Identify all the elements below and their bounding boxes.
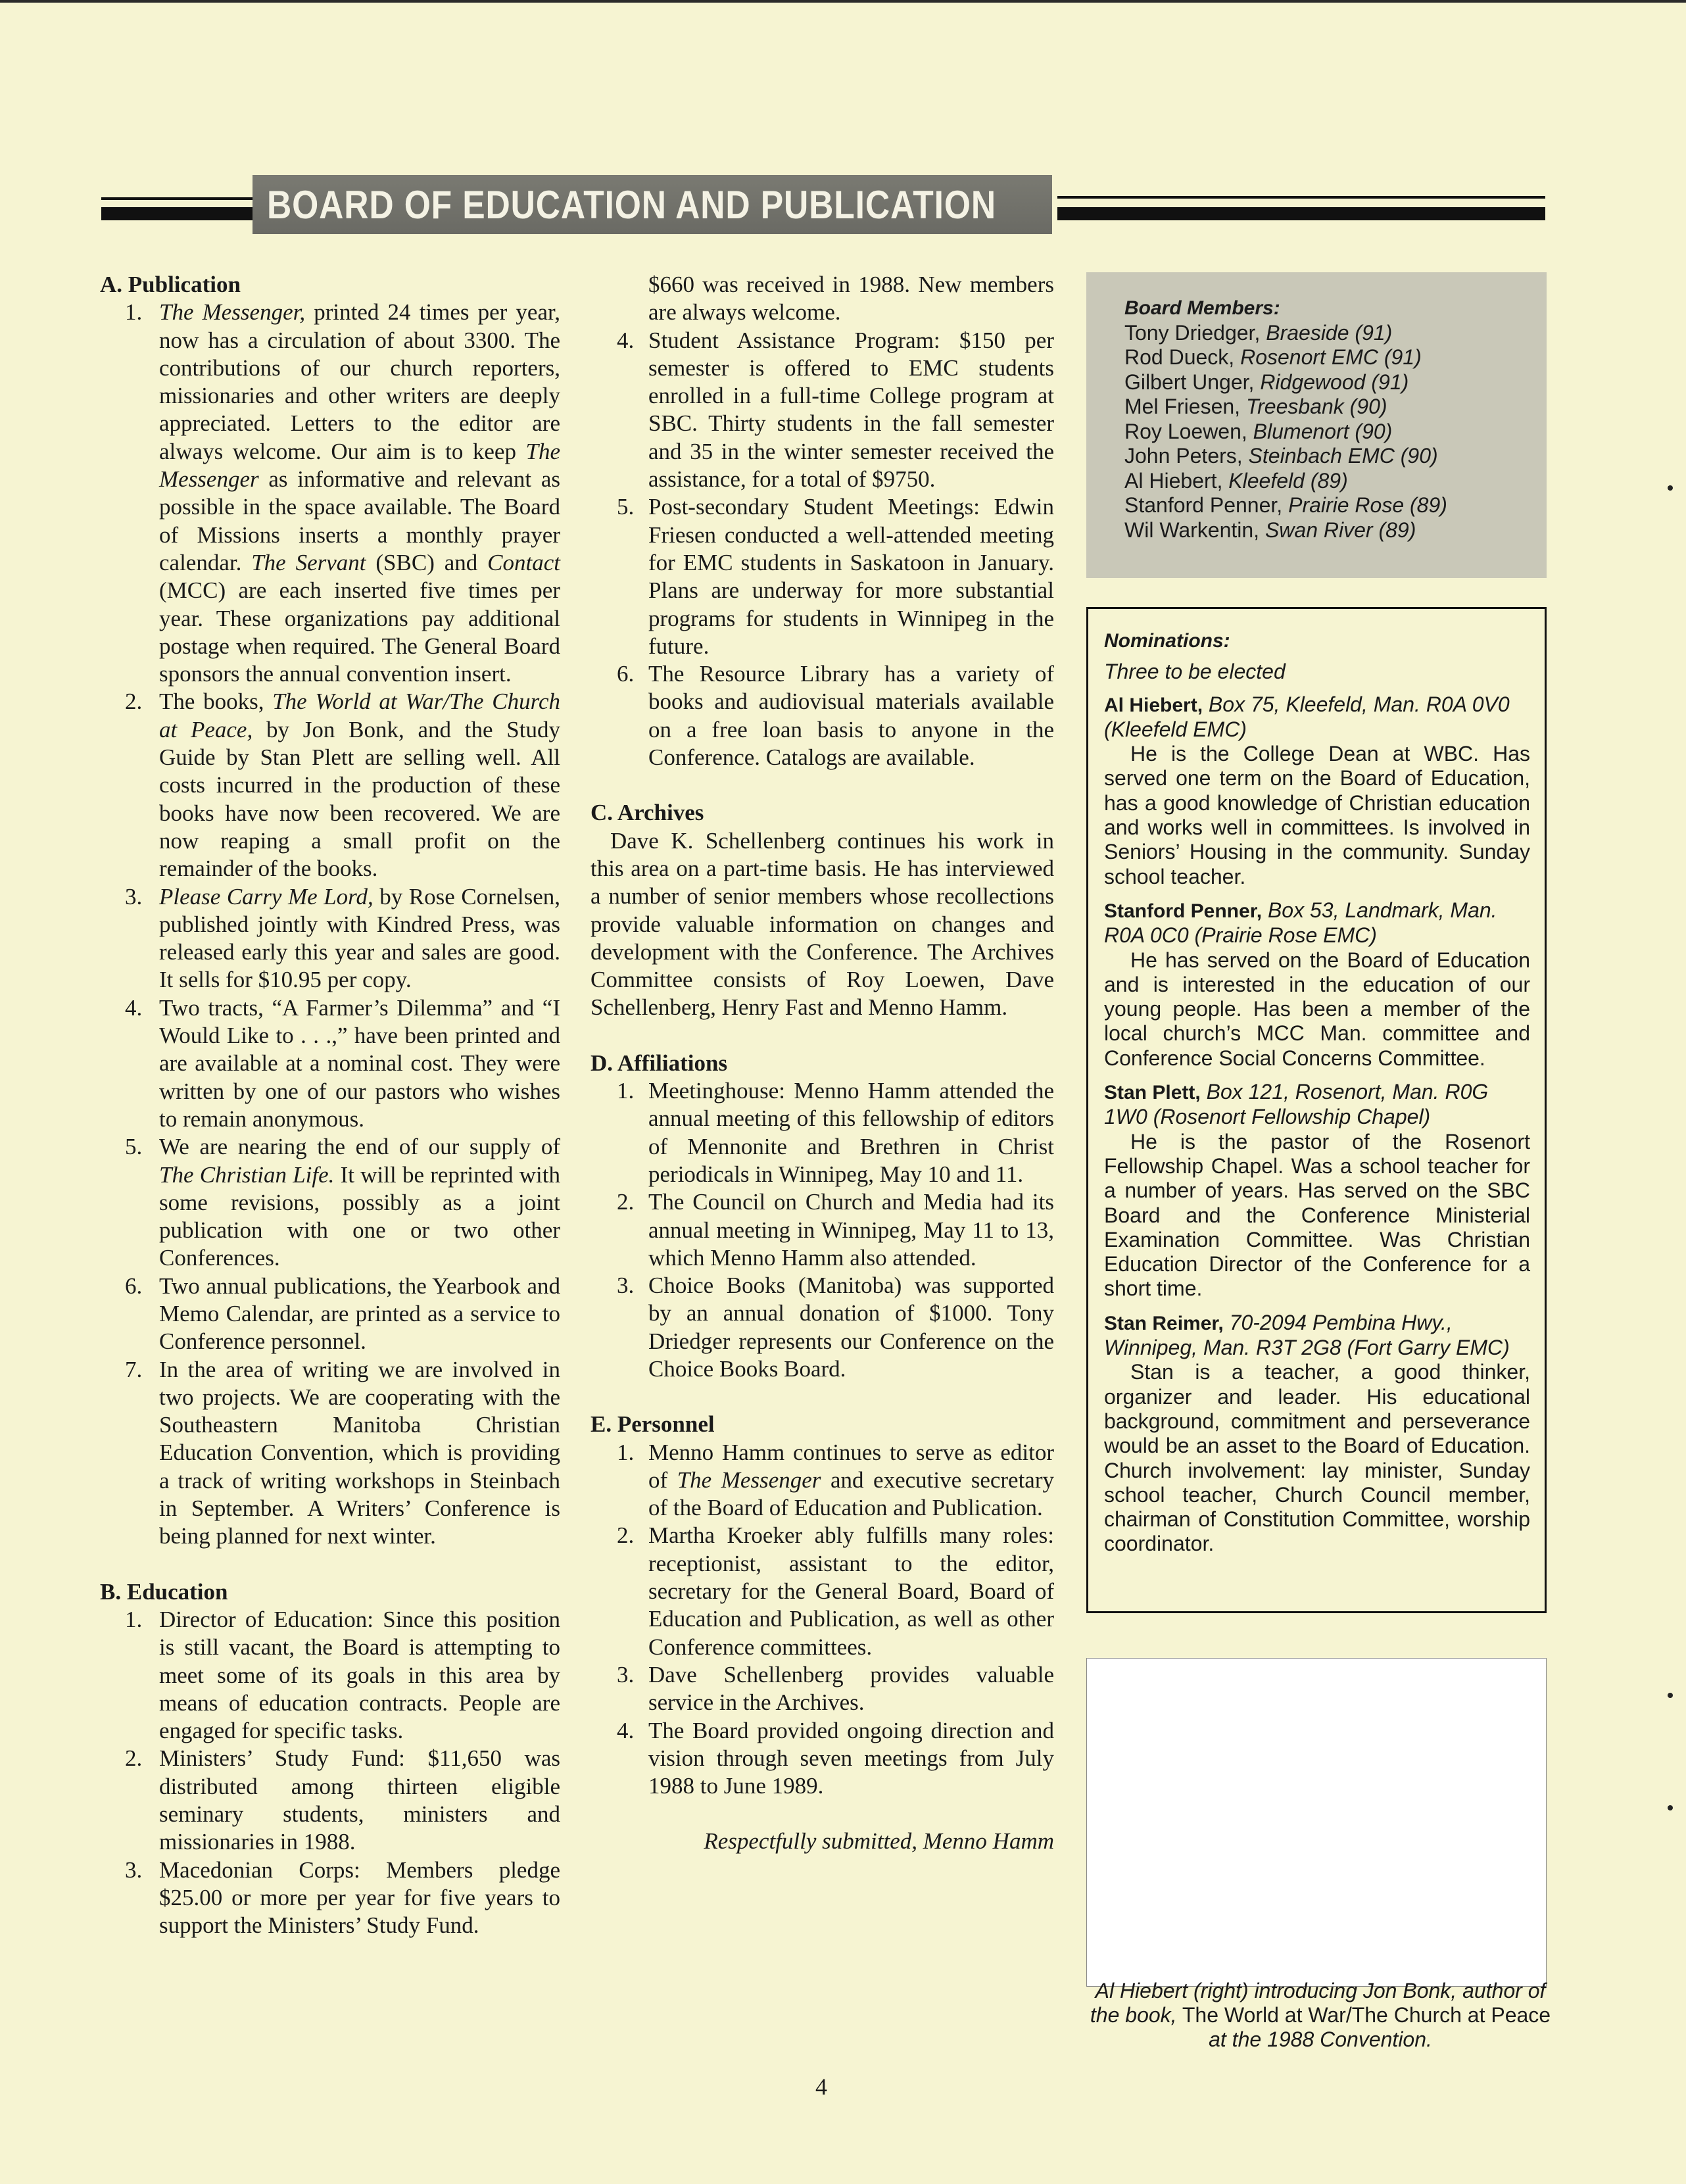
- list-item: 2. Martha Kroeker ably fulfills many roles: receptionist, assistant to the editor, secretary for the General Board, Board of Education and Publication, as well as other Conference committees.: [617, 1522, 1054, 1660]
- nominations-heading: Nominations:: [1104, 630, 1230, 652]
- list-item: 3. Macedonian Corps: Members pledge $25.00 or more per year for five years to support the Ministers’ Study Fund.: [125, 1856, 560, 1939]
- member-row: Tony Driedger, Braeside (91): [1124, 320, 1393, 345]
- list-item: 4. Student Assistance Program: $150 per semester is offered to EMC students enrolled in a full-time College program at SBC. Thirty students in the fall semester and 35 in the winter semester received the assistance, for a total of $9750.: [617, 327, 1054, 493]
- member-row: John Peters, Steinbach EMC (90): [1124, 444, 1438, 468]
- photo-caption: Al Hiebert (right) introducing Jon Bonk, author of the book, The World at War/The Church at Peace at the 1988 Convention.: [1090, 1979, 1551, 2051]
- list-item: 4. Two tracts, “A Farmer’s Dilemma” and “I Would Like to . . .,” have been printed and are available at a nominal cost. They were written by one of our pastors who wishes to remain anonymous.: [125, 994, 560, 1132]
- signature: Respectfully submitted, Menno Hamm: [704, 1828, 1054, 1855]
- candidate: Stan Reimer, 70-2094 Pembina Hwy., Winnipeg, Man. R3T 2G8 (Fort Garry EMC) Stan is a teacher, a good thinker, organizer and leader. His educational background, commitment and perseverance would be an asset to the Board of Education. Church involvement: lay minister, Sunday school teacher, Church Council member, chairman of Constitution Committee, worship coordinator.: [1104, 1310, 1530, 1556]
- education-list: [100, 1606, 560, 1940]
- list-item: 4. The Board provided ongoing direction and vision through seven meetings from July 1988 to June 1989.: [617, 1717, 1054, 1799]
- nominations-subheading: Three to be elected: [1104, 660, 1286, 684]
- member-row: Rod Dueck, Rosenort EMC (91): [1124, 345, 1422, 369]
- header-rule-right-thin: [1057, 196, 1545, 199]
- photo: [1086, 1658, 1547, 1987]
- archives-text: Dave K. Schellenberg continues his work in this area on a part-time basis. He has interviewed a number of senior members whose recollections provide valuable information on changes and development with the Conference. The Archives Committee consists of Roy Loewen, Dave Schellenberg, Henry Fast and Menno Hamm.: [590, 827, 1054, 1021]
- education-heading: B. Education: [100, 1578, 228, 1605]
- member-row: Stanford Penner, Prairie Rose (89): [1124, 493, 1447, 517]
- margin-mark: [1668, 1805, 1673, 1810]
- education-list-continued: [590, 327, 1054, 772]
- list-item: 2. The Council on Church and Media had its annual meeting in Winnipeg, May 11 to 13, which Menno Hamm also attended.: [617, 1189, 1054, 1271]
- affiliations-list: [590, 1077, 1054, 1383]
- list-item: 1. The Messenger, printed 24 times per year, now has a circulation of about 3300. The contributions of our church reporters, missionaries and other writers are deeply appreciated. Letters to the editor are always welcome. Our aim is to keep The Messenger as informative and relevant as possible in the space available. The Board of Missions inserts a monthly prayer calendar. The Servant (SBC) and Contact (MCC) are each inserted five times per year. These organizations pay additional postage when required. The General Board sponsors the annual convention insert.: [125, 299, 560, 687]
- member-row: Gilbert Unger, Ridgewood (91): [1124, 370, 1409, 394]
- affiliations-heading: D. Affiliations: [590, 1050, 728, 1076]
- column-left: [100, 271, 560, 1940]
- board-members-heading: Board Members:: [1124, 297, 1280, 319]
- list-item: 3. Choice Books (Manitoba) was supported by an annual donation of $1000. Tony Driedger represents our Conference on the Choice Books Board.: [617, 1273, 1054, 1382]
- list-item: 6. The Resource Library has a variety of books and audiovisual materials available on a free loan basis to anyone in the Conference. Catalogs are available.: [617, 661, 1054, 771]
- column-middle: [590, 271, 1054, 1856]
- personnel-heading: E. Personnel: [590, 1411, 715, 1438]
- header-rule-left: [101, 207, 253, 220]
- page-title: BOARD OF EDUCATION AND PUBLICATION: [267, 182, 996, 227]
- publication-list: [100, 299, 560, 1550]
- member-row: Mel Friesen, Treesbank (90): [1124, 395, 1387, 418]
- list-item: 6. Two annual publications, the Yearbook and Memo Calendar, are printed as a service to Conference personnel.: [125, 1273, 560, 1355]
- header-rule-right: [1057, 207, 1545, 220]
- candidate: Stan Plett, Box 121, Rosenort, Man. R0G 1W0 (Rosenort Fellowship Chapel) He is the pastor of the Rosenort Fellowship Chapel. Was a school teacher for a number of years. Has served on the SBC Board and the Conference Ministerial Examination Committee. Was Christian Education Director of the Conference for a short time.: [1104, 1080, 1530, 1301]
- list-item: 5. We are nearing the end of our supply of The Christian Life. It will be reprinted with some revisions, possibly as a joint publication with one or two other Conferences.: [125, 1134, 560, 1271]
- board-members-box: [1086, 272, 1547, 578]
- publication-heading: A. Publication: [100, 272, 241, 297]
- list-item: 1. Meetinghouse: Menno Hamm attended the annual meeting of this fellowship of editors of Mennonite and Brethren in Christ periodicals in Winnipeg, May 10 and 11.: [617, 1078, 1054, 1187]
- margin-mark: [1668, 1693, 1673, 1698]
- header-rule-left-thin: [101, 197, 253, 200]
- list-item: 3. Please Carry Me Lord, by Rose Cornelsen, published jointly with Kindred Press, was released early this year and sales are good. It sells for $10.95 per copy.: [125, 883, 560, 993]
- list-item: 5. Post-secondary Student Meetings: Edwin Friesen conducted a well-attended meeting for EMC students in Saskatoon in January. Plans are underway for more substantial programs for students in Winnipeg in the future.: [617, 494, 1054, 659]
- margin-mark: [1668, 485, 1673, 491]
- nominations-box: [1086, 607, 1547, 1613]
- candidate: Al Hiebert, Box 75, Kleefeld, Man. R0A 0V0 (Kleefeld EMC) He is the College Dean at WBC. Has served one term on the Board of Education, has a good knowledge of Christian education and works well in committees. Is involved in Seniors’ Housing in the community. Sunday school teacher.: [1104, 692, 1530, 888]
- list-item: 2. Ministers’ Study Fund: $11,650 was distributed among thirteen eligible seminary students, ministers and missionaries in 1988.: [125, 1745, 560, 1855]
- top-edge-line: [0, 0, 1686, 3]
- list-item: 1. Menno Hamm continues to serve as editor of The Messenger and executive secretary of the Board of Education and Publication.: [617, 1439, 1054, 1521]
- candidate: Stanford Penner, Box 53, Landmark, Man. R0A 0C0 (Prairie Rose EMC) He has served on the Board of Education and is interested in the education of our young people. Has been a member of the local church’s MCC Man. committee and Conference Social Concerns Committee.: [1104, 898, 1530, 1070]
- section-banner: [253, 175, 1052, 234]
- member-row: Roy Loewen, Blumenort (90): [1124, 419, 1393, 443]
- list-item-continued: $660 was received in 1988. New members are always welcome.: [648, 272, 1054, 326]
- member-row: Wil Warkentin, Swan River (89): [1124, 518, 1416, 542]
- list-item: 3. Dave Schellenberg provides valuable service in the Archives.: [617, 1661, 1054, 1716]
- list-item: 7. In the area of writing we are involved in two projects. We are cooperating with the Southeastern Manitoba Christian Education Convention, which is providing a track of writing workshops in Steinbach in September. A Writers’ Conference is being planned for next winter.: [125, 1356, 560, 1549]
- page-number: 4: [815, 2074, 827, 2100]
- personnel-list: [590, 1439, 1054, 1801]
- list-item: 2. The books, The World at War/The Church at Peace, by Jon Bonk, and the Study Guide by Stan Plett are selling well. All costs incurred in the production of these books have now been recovered. We are now reaping a small profit on the remainder of the books.: [125, 689, 560, 882]
- list-item: 1. Director of Education: Since this position is still vacant, the Board is attempting to meet some of its goals in this area by means of education contracts. People are engaged for specific tasks.: [125, 1606, 560, 1744]
- archives-heading: C. Archives: [590, 800, 704, 826]
- member-row: Al Hiebert, Kleefeld (89): [1124, 468, 1348, 493]
